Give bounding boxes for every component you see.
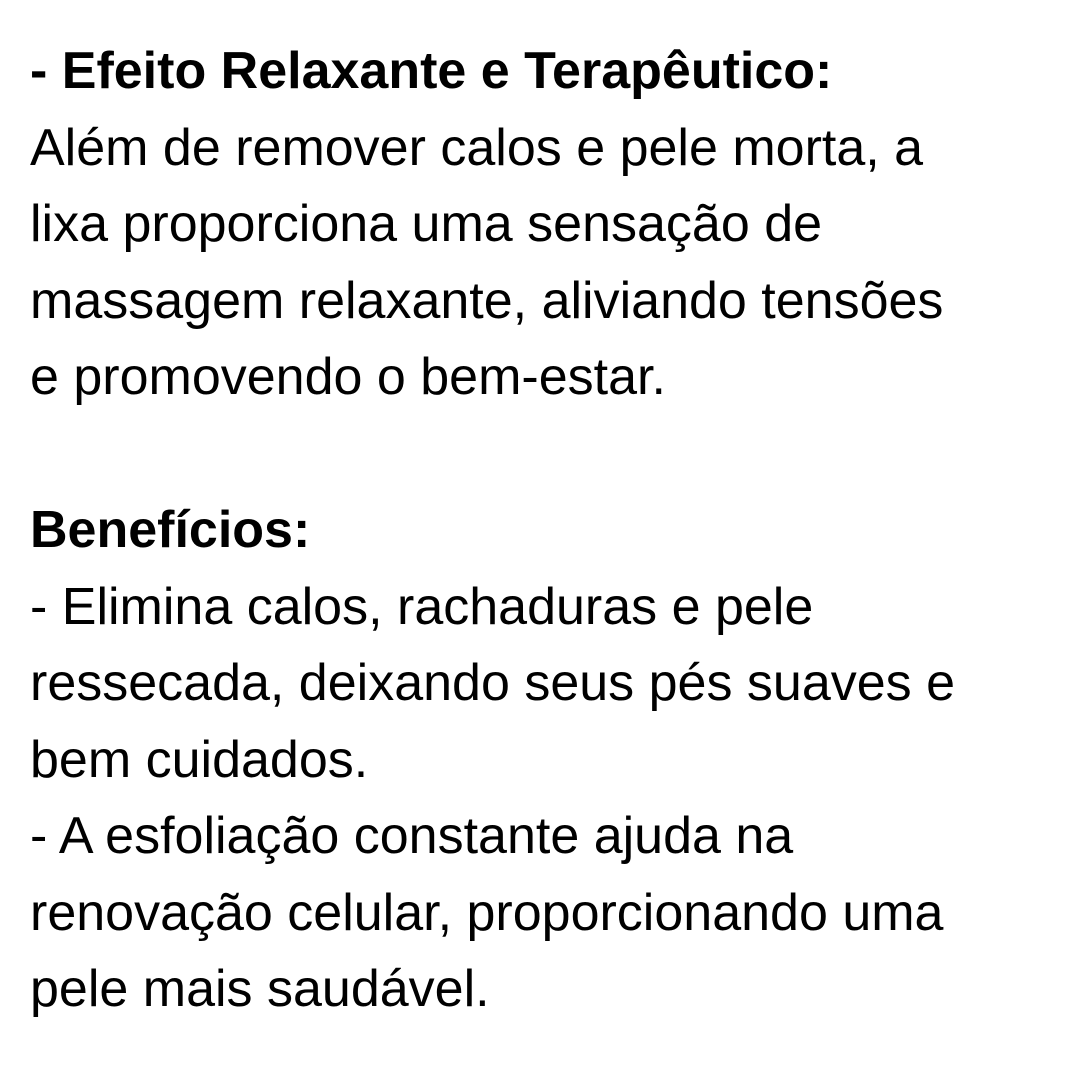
heading-line: - Efeito Relaxante e Terapêutico:	[30, 42, 833, 100]
text-line: ressecada, deixando seus pés suaves e	[30, 654, 956, 712]
heading-line: Benefícios:	[30, 501, 311, 559]
text-line: lixa proporciona uma sensação de	[30, 195, 823, 253]
blank-line	[30, 416, 1060, 493]
text-line: bem cuidados.	[30, 730, 369, 789]
text-line: renovação celular, proporcionando uma	[30, 883, 944, 942]
text-line: pele mais saudável.	[30, 960, 490, 1018]
text-line: e promovendo o bem-estar.	[30, 348, 666, 406]
text-line: Além de remover calos e pele morta, a	[30, 118, 924, 177]
text-line: massagem relaxante, aliviando tensões	[30, 271, 944, 330]
text-line: - A esfoliação constante ajuda na	[30, 807, 794, 865]
text-line: - Elimina calos, rachaduras e pele	[30, 577, 814, 636]
